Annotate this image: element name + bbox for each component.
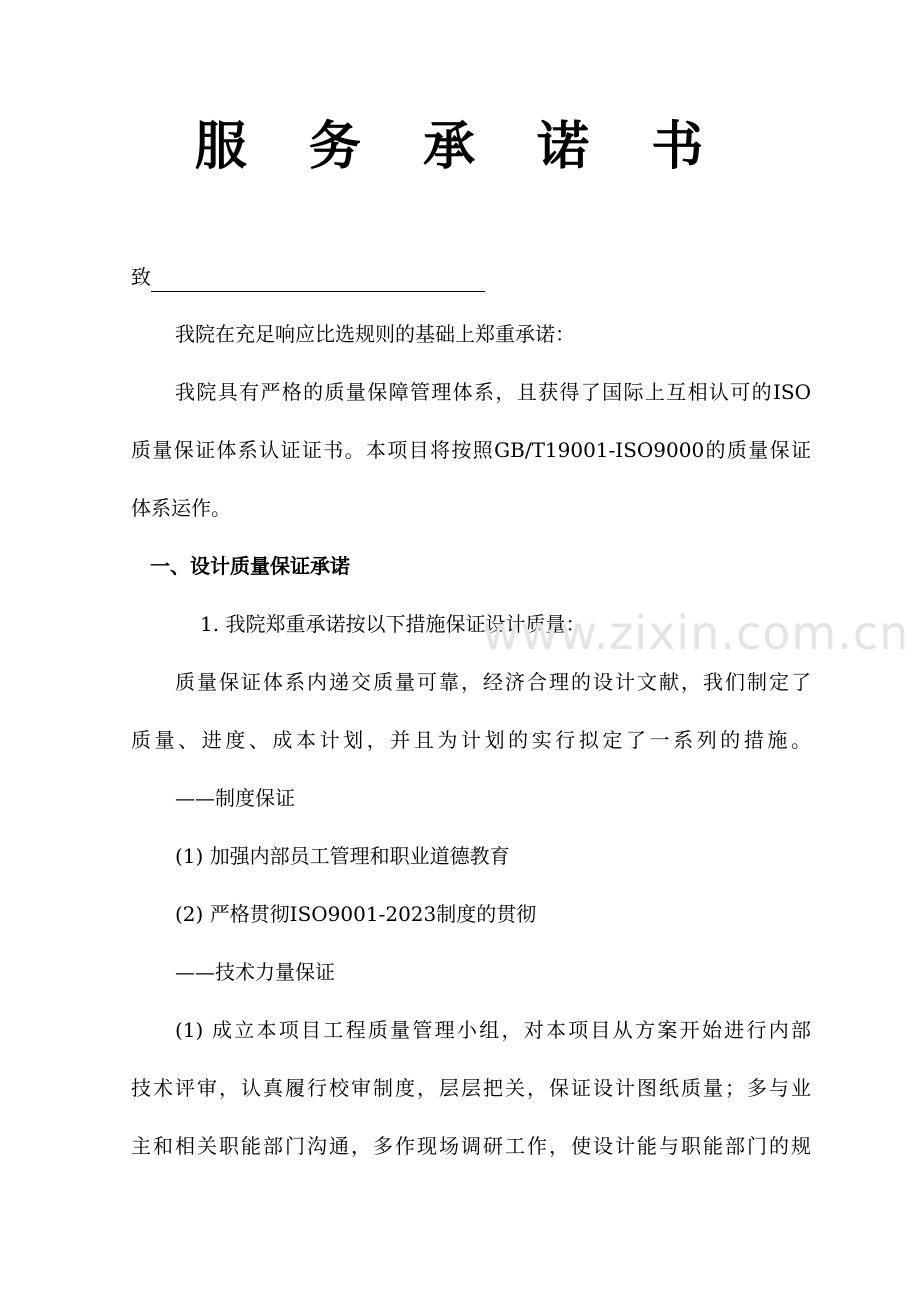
to-label: 致 (131, 265, 151, 289)
paragraph-line: 技术评审，认真履行校审制度，层层把关，保证设计图纸质量；多与业 (131, 1076, 811, 1100)
to-underline-blank (151, 267, 485, 292)
paragraph-line: 我院具有严格的质量保障管理体系，且获得了国际上互相认可的ISO (175, 380, 811, 404)
list-item: (1) 加强内部员工管理和职业道德教育 (175, 844, 510, 868)
paragraph-line: 主和相关职能部门沟通，多作现场调研工作，使设计能与职能部门的规 (131, 1134, 811, 1158)
paragraph-line: 质量保证体系内递交质量可靠，经济合理的设计文献，我们制定了 (175, 670, 811, 694)
list-item: (2) 严格贯彻ISO9001-2023制度的贯彻 (175, 902, 537, 926)
document-title: 服 务 承 诺 书 (194, 117, 726, 177)
section-heading: 一、设计质量保证承诺 (150, 554, 350, 578)
paragraph-line: 质量保证体系认证证书。本项目将按照GB/T19001-ISO9000的质量保证 (131, 438, 811, 462)
paragraph-intro: 我院在充足响应比选规则的基础上郑重承诺： (175, 322, 575, 346)
subsection-title: ——制度保证 (175, 786, 295, 810)
paragraph-line: (1) 成立本项目工程质量管理小组，对本项目从方案开始进行内部 (175, 1018, 811, 1042)
subsection-title: ——技术力量保证 (175, 960, 335, 984)
numbered-item: 1. 我院郑重承诺按以下措施保证设计质量： (200, 612, 586, 636)
paragraph-line: 质量、进度、成本计划，并且为计划的实行拟定了一系列的措施。 (131, 728, 811, 752)
watermark: www.zixin.com.cn (482, 606, 910, 660)
to-line (131, 262, 811, 292)
paragraph-line: 体系运作。 (131, 496, 231, 520)
